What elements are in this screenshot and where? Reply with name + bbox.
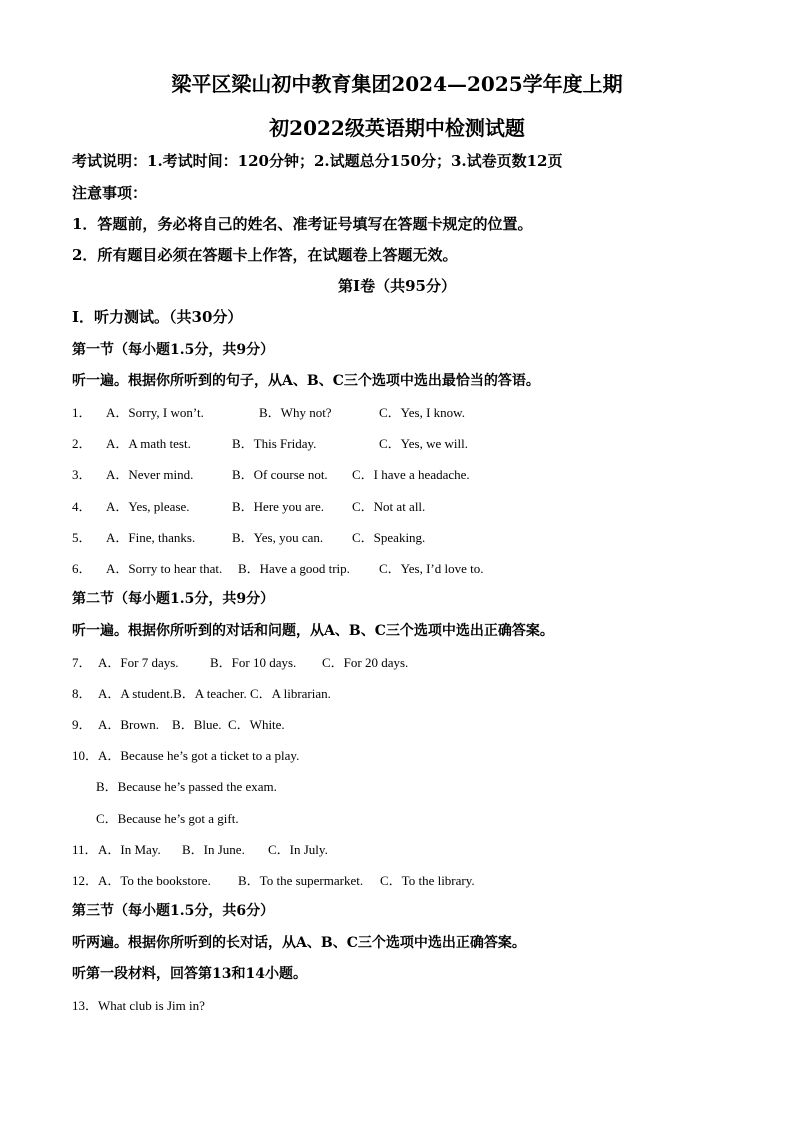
question-13: 13．What club is Jim in? bbox=[72, 998, 205, 1013]
question-number: 3． bbox=[72, 467, 92, 482]
option-a: A．Yes, please. bbox=[106, 499, 190, 514]
option-a: A．For 7 days. bbox=[98, 655, 179, 670]
notice-item-2: 2．所有题目必须在答题卡上作答，在试题卷上答题无效。 bbox=[72, 246, 458, 264]
question-number: 12． bbox=[72, 873, 99, 888]
option-c: C．Yes, I’d love to. bbox=[379, 561, 484, 576]
section3-heading: 第三节（每小题1.5分，共6分） bbox=[72, 903, 275, 919]
section3-direction: 听两遍。根据你所听到的长对话，从A、B、C三个选项中选出正确答案。 bbox=[72, 935, 526, 951]
exam-note: 考试说明：1.考试时间：120分钟；2.试题总分150分；3.试卷页数12页 bbox=[72, 152, 563, 170]
option-b: B．For 10 days. bbox=[210, 655, 297, 670]
option-c: C．Yes, we will. bbox=[379, 436, 468, 451]
part1-heading: I．听力测试。（共30分） bbox=[72, 308, 243, 326]
option-a: A．Sorry to hear that. bbox=[106, 561, 223, 576]
option-b: B．Yes, you can. bbox=[232, 530, 324, 545]
question-number: 9． bbox=[72, 717, 92, 732]
option-a: A．A math test. bbox=[106, 436, 191, 451]
option-b: B．Because he’s passed the exam. bbox=[96, 779, 277, 794]
option-c: C．Speaking. bbox=[352, 530, 426, 545]
question-number: 6． bbox=[72, 561, 92, 576]
option-b: B．This Friday. bbox=[232, 436, 317, 451]
volume-title: 第Ⅰ卷（共95分） bbox=[338, 277, 456, 295]
option-a: A．To the bookstore. bbox=[98, 873, 211, 888]
option-a: A．Never mind. bbox=[106, 467, 194, 482]
notice-heading: 注意事项： bbox=[72, 184, 148, 202]
option-b: B．Have a good trip. bbox=[238, 561, 350, 576]
option-c: C．I have a headache. bbox=[352, 467, 470, 482]
option-a: A．Because he’s got a ticket to a play. bbox=[98, 748, 300, 763]
option-c: C．Because he’s got a gift. bbox=[96, 811, 239, 826]
question-number: 5． bbox=[72, 530, 92, 545]
section1-heading: 第一节（每小题1.5分，共9分） bbox=[72, 342, 275, 358]
option-b: B．Here you are. bbox=[232, 499, 325, 514]
option-a: A．Sorry, I won’t. bbox=[106, 405, 204, 420]
question-number: 1． bbox=[72, 405, 92, 420]
notice-item-1: 1．答题前，务必将自己的姓名、准考证号填写在答题卡规定的位置。 bbox=[72, 215, 533, 233]
section2-heading: 第二节（每小题1.5分，共9分） bbox=[72, 591, 275, 607]
exam-title: 梁平区梁山初中教育集团2024—2025学年度上期 bbox=[171, 72, 623, 96]
question-number: 4． bbox=[72, 499, 92, 514]
option-b: B．Why not? bbox=[259, 405, 332, 420]
option-c: C．In July. bbox=[268, 842, 328, 857]
option-b: B．In June. bbox=[182, 842, 245, 857]
section2-direction: 听一遍。根据你所听到的对话和问题，从A、B、C三个选项中选出正确答案。 bbox=[72, 623, 554, 639]
question-number: 11． bbox=[72, 842, 98, 857]
options-text: A．A student.B．A teacher. C．A librarian. bbox=[98, 686, 331, 701]
exam-subtitle: 初2022级英语期中检测试题 bbox=[269, 116, 525, 140]
option-b: B．To the supermarket. bbox=[238, 873, 364, 888]
section1-direction: 听一遍。根据你所听到的句子，从A、B、C三个选项中选出最恰当的答语。 bbox=[72, 373, 540, 389]
question-number: 2． bbox=[72, 436, 92, 451]
options-text: A．Brown. B．Blue. C．White. bbox=[98, 717, 285, 732]
question-number: 7． bbox=[72, 655, 92, 670]
option-b: B．Of course not. bbox=[232, 467, 328, 482]
section3-material1: 听第一段材料，回答第13和14小题。 bbox=[72, 966, 307, 982]
option-c: C．Yes, I know. bbox=[379, 405, 465, 420]
option-c: C．To the library. bbox=[380, 873, 475, 888]
question-number: 8． bbox=[72, 686, 92, 701]
question-number: 10． bbox=[72, 748, 99, 763]
option-c: C．For 20 days. bbox=[322, 655, 409, 670]
option-a: A．Fine, thanks. bbox=[106, 530, 196, 545]
option-c: C．Not at all. bbox=[352, 499, 426, 514]
option-a: A．In May. bbox=[98, 842, 161, 857]
